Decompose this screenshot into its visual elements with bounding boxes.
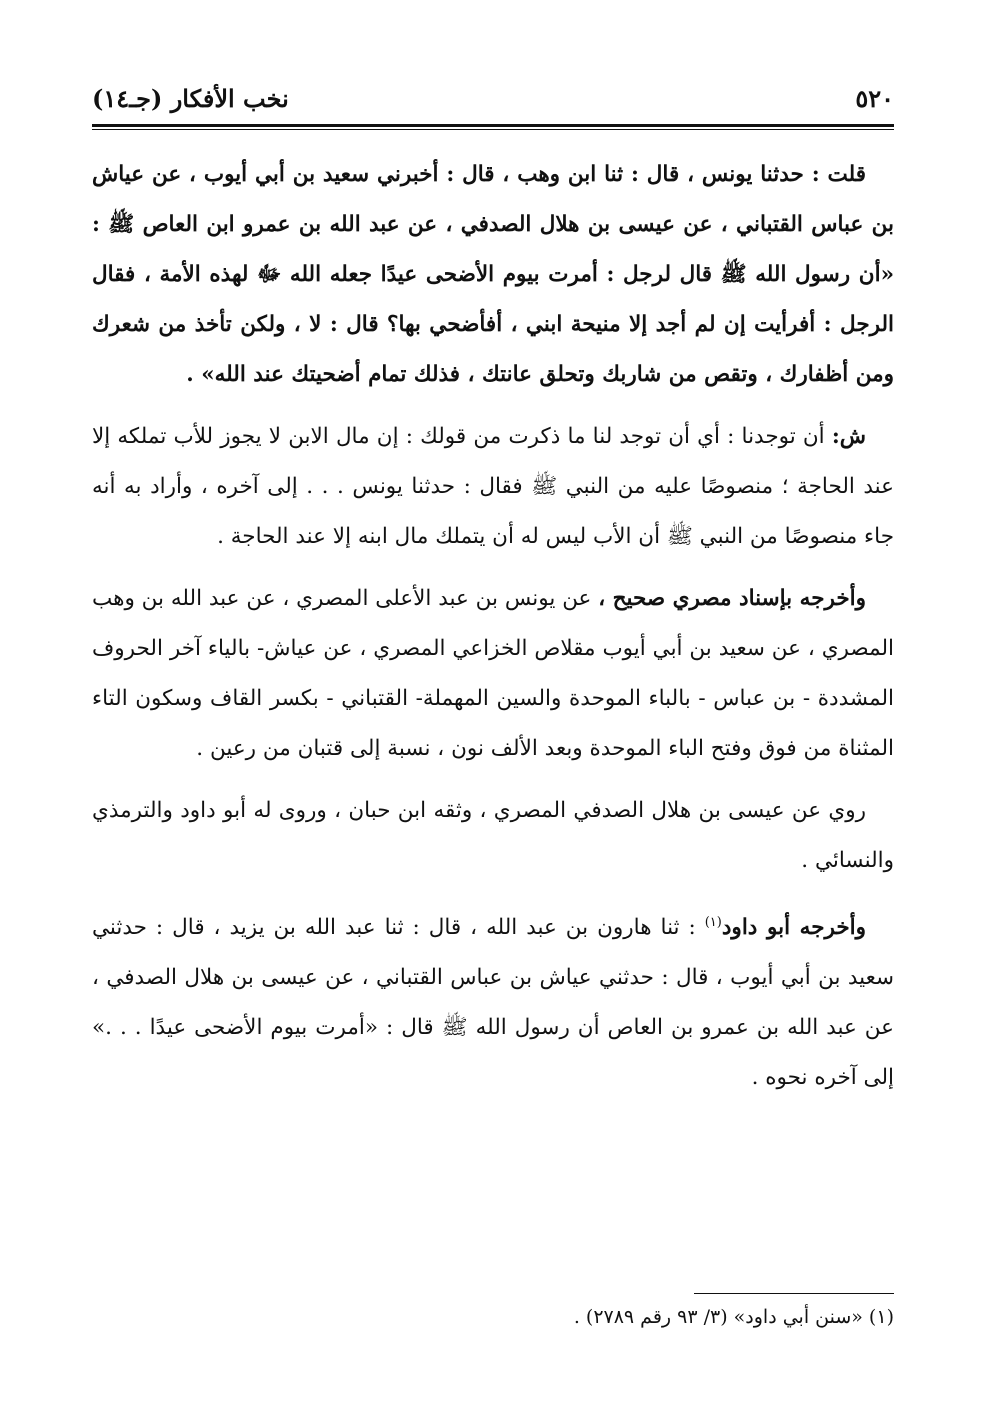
isnad-text: عن يونس بن عبد الأعلى المصري ، عن عبد الله بن وهب المصري ، عن سعيد بن أبي أيوب مقلاص الخزاعي المصري ، عن عياش- بالياء آخر الحروف المشددة - بن عباس - بالباء الموحدة والسين المهملة- القتباني - بكسر القاف وسكون التاء المثناة من فوق وفتح الباء الموحدة وبعد الألف نون ، نسبة إلى قتبان من رعين . xyxy=(92,586,894,761)
main-text xyxy=(92,150,894,1115)
book-title: نخب الأفكار (جـ١٤) xyxy=(92,84,289,113)
narrator-paragraph xyxy=(92,786,894,886)
commentary-text: أن توجدنا : أي أن توجد لنا ما ذكرت من قولك : إن مال الابن لا يجوز للأب تملكه إلا عند الحاجة ؛ منصوصًا عليه من النبي ﷺ فقال : حدثنا يونس . . . إلى آخره ، وأراد به أنه جاء منصوصًا من النبي ﷺ أن الأب ليس له أن يتملك مال ابنه إلا عند الحاجة . xyxy=(92,424,894,549)
hadith-paragraph xyxy=(92,150,894,400)
header-rule-thin xyxy=(92,129,894,130)
commentary-paragraph xyxy=(92,412,894,562)
commentary-marker: ش: xyxy=(831,424,866,449)
header-rule-thick xyxy=(92,124,894,127)
hadith-text: قلت : حدثنا يونس ، قال : ثنا ابن وهب ، قال : أخبرني سعيد بن أبي أيوب ، عن عياش بن عباس القتباني ، عن عيسى بن هلال الصدفي ، عن عبد الله بن عمرو ابن العاص ﷺ : «أن رسول الله ﷺ قال لرجل : أمرت بيوم الأضحى عيدًا جعله الله ﷻ لهذه الأمة ، فقال الرجل : أفرأيت إن لم أجد إلا منيحة ابني ، أفأضحي بها؟ قال : لا ، ولكن تأخذ من شعرك ومن أظفارك ، وتقص من شاربك وتحلق عانتك ، فذلك تمام أضحيتك عند الله» . xyxy=(92,162,895,387)
footnote-rule xyxy=(694,1293,894,1294)
abu-dawud-paragraph xyxy=(92,898,894,1103)
page-number: ٥٢٠ xyxy=(855,84,894,113)
isnad-paragraph xyxy=(92,574,894,774)
running-header xyxy=(92,84,894,120)
abu-dawud-text: : ثنا هارون بن عبد الله ، قال : ثنا عبد الله بن يزيد ، قال : حدثني سعيد بن أبي أيوب ، قال : حدثني عياش بن عباس القتباني ، عن عيسى بن هلال الصدفي ، عن عبد الله بن عمرو بن العاص أن رسول الله ﷺ قال : «أمرت بيوم الأضحى عيدًا . . .» إلى آخره نحوه . xyxy=(92,915,894,1091)
abu-dawud-lead: وأخرجه أبو داود xyxy=(721,915,866,941)
narrator-text: روي عن عيسى بن هلال الصدفي المصري ، وثقه ابن حبان ، وروى له أبو داود والترمذي والنسائي . xyxy=(92,798,894,873)
footnote: (١) «سنن أبي داود» (٣/ ٩٣ رقم ٢٧٨٩) . xyxy=(573,1306,894,1328)
footnote-ref[interactable]: (١) xyxy=(704,915,722,930)
isnad-lead: وأخرجه بإسناد مصري صحيح ، xyxy=(598,586,866,611)
